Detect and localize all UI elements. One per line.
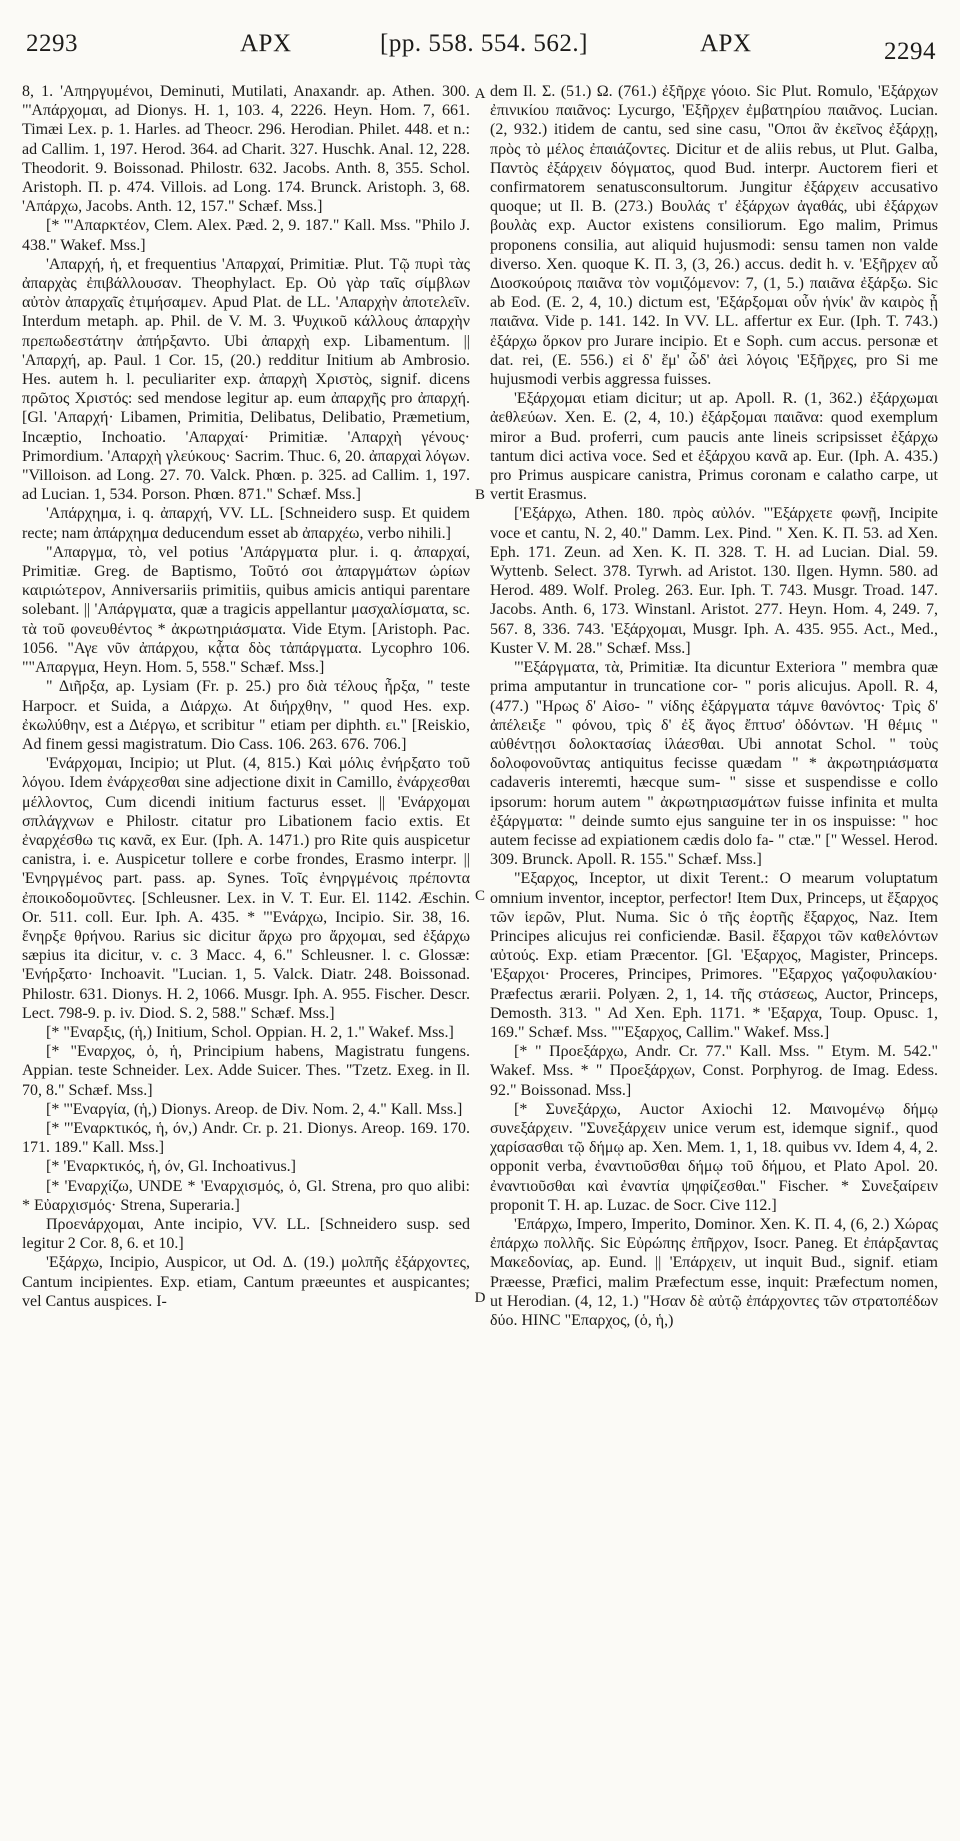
entry-enarktikos: [* "'Εναρκτικός, ἡ, όν,) Andr. Cr. p. 21. Dionys. Areop. 169. 170. 171. 189." Kall. Mss.]	[22, 1119, 470, 1157]
entry-eparcho: 'Επάρχω, Impero, Imperito, Dominor. Xen. K. Π. 4, (6, 2.) Χώρας ἐπάρχω πολλῆς. Sic Εὐρώπης ἐπῆρχον, Isocr. Paneg. Et ἐπάρξαντας Μακεδονίας, ap. Eund. || 'Επάρχειν, ut inquit Bud., signif. etiam Præesse, Præfici, malim Præfectum esse, inquit: Præfectum nomen, ut Herodian. (4, 12, 1.) "Ησαν δὲ αὐτῷ ἐπάρχοντες τῶν στρατοπέδων δύο. HINC "Επαρχος, (ὁ, ἡ,)	[490, 1215, 938, 1329]
left-column	[22, 82, 470, 1827]
entry-enargia: [* "'Εναργία, (ἡ,) Dionys. Areop. de Div. Nom. 2, 4." Kall. Mss.]	[46, 1100, 463, 1118]
headword-right: ΑΡΧ	[700, 30, 752, 57]
entry-exarcho-continued: dem Il. Σ. (51.) Ω. (761.) ἐξῆρχε γόοιο. Sic Plut. Romulo, 'Εξάρχων ἐπινικίου παιᾶνος: Lycurgo, 'Εξῆρχεν ἐμβατηρίου παιᾶνος. Lucian. (2, 932.) itidem de cantu, sed sine casu, "Οποι ἂν ἐκεῖνος ἐξάρχῃ, πρὸς τὸ μέλος ἐπαιάζοντες. Dicitur et de aliis rebus, ut Plut. Galba, Παντὸς ἐξάρχειν δόγματος, quod Bud. interpr. Auctorem fieri et confirmatorem senatusconsultorum. Jungitur ἐξάρχειν accusativo quoque; ut Il. B. (273.) Βουλάς τ' ἐξάρχων ἀγαθάς, ubi ἐξάρχων βουλὰς exp. Auctor existens consiliorum. Ego malim, Primus proponens consilia, aut aliquid hujusmodi: sensu tamen non valde diverso. Xen. quoque K. Π. 3, (3, 26.) accus. dedit h. v. 'Εξῆρχεν αὖ Διοσκούροις παιᾶνα τὸν νομιζόμενον: 7, (1, 5.) παιᾶνα ἐξάρξω. Sic ab Eod. (E. 2, 4, 10.) dictum est, 'Εξάρξομαι οὖν ἡνίκ' ἂν καιρὸς ᾖ παιᾶνα. Vide p. 141. 142. In VV. LL. affertur ex Eur. (Iph. T. 743.) ἐξάρχω ὅρκον pro Jurare incipio. Et e Soph. cum accus. personæ et dat. rei, (E. 556.) εἰ δ' ἔμ' ὧδ' ἀεὶ λόγοις 'Εξῆρχες, pro Si me hujusmodi verbis aggressa fuisses.	[490, 83, 938, 389]
right-column	[490, 82, 938, 1827]
entry-apargma: "Απαργμα, τὸ, vel potius 'Απάργματα plur. i. q. ἀπαρχαί, Primitiæ. Greg. de Baptismo, Τοῦτό σοι ἀπαργμάτων ὡρίων καιριώτερον, Anniversariis primitiis, quibus amicis antiqui parentare solebant. || 'Απάργματα, quæ a tragicis appellantur μασχαλίσματα, sc. τὰ τοῦ φονευθέντος * ἀκρωτηριάσματα. Vide Etym. [Aristoph. Pac. 1056. "Αγε νῦν ἀπάρχου, κᾆτα δὸς τἀπάργματα. Lycophro 106. ""Απαργμα, Heyn. Hom. 5, 558." Schæf. Mss.]	[22, 543, 470, 677]
entry-proexarcho: [* " Προεξάρχω, Andr. Cr. 77." Kall. Mss. " Etym. M. 542." Wakef. Mss. * " Προεξάρχων, Const. Porphyrog. de Imag. Edess. 92." Boissonad. Mss.]	[490, 1043, 938, 1099]
entry-exargmata: "'Εξάργματα, τὰ, Primitiæ. Ita dicuntur Exteriora " membra quæ prima amputantur in truncatione cor- " poris alicujus. Apoll. R. 4, (477.) "Ηρως δ' Αἰσο- " νίδης ἐξάργματα τάμνε θανόντος· Τρὶς δ' ἀπέλειξε " φόνου, τρὶς δ' ἐξ ἄγος ἔπτυσ' ὀδόντων. 'Η θέμις " αὐθέντῃσι δολοκτασίας ἱλάεσθαι. Ubi annotat Schol. " τοὺς δολοφονοῦντας antiquitus fecisse quædam " * ἀκρωτηριάσματα cadaveris interemti, hæcque sum- " sisse et suspendisse e collo ipsorum: horum autem " ἀκρωτηριασμάτων fuisse infinita et multa ἐξάργματα: " deinde sumto ejus sanguine ter in os inspuisse: " hoc autem fecisse ad expiationem cædis dolo fa- " ctæ." [" Wessel. Herod. 309. Brunck. Apoll. R. 155." Schæf. Mss.]	[490, 659, 938, 869]
entry-synexarcho: [* Συνεξάρχω, Auctor Axiochi 12. Μαινομένῳ δήμῳ συνεξάρχειν. "Συνεξάρχειν unice verum est, idemque signif., quod χαρίσασθαι τῷ δήμῳ ap. Xen. Mem. 1, 1, 18. quibus vv. Idem 4, 4, 2. opponit verba, ἐναντιοῦσθαι δήμῳ τοῦ δήμου, et Plato Apol. 20. ἐναντιοῦσθαι καὶ ἐναντία ψηφίζεσθαι." Fischer. * Συνεξαίρειν proponit T. H. ap. Luzac. de Socr. Cive 112.]	[490, 1100, 938, 1214]
margin-letter-d: D	[474, 1290, 486, 1306]
entry-enarchomai: 'Ενάρχομαι, Incipio; ut Plut. (4, 815.) Καὶ μόλις ἐνήρξατο τοῦ λόγου. Idem ἐνάρχεσθαι sine adjectione dixit in Camillo, ἐνάρχεσθαι μέλλοντος, Cum dicendi initium facturus esset. || 'Ενάρχομαι σπλάγχνων e Philostr. citatur pro Libationem facio extis. Et ἐναρχέσθω τις κανᾶ, ex Eur. (Iph. A. 1471.) pro Rite quis auspicetur canistra, i. e. Auspicetur tollere e corbe frondes, Erasmo interpr. || 'Ενηργμένος part. pass. ap. Synes. Τοῖς ἐνηργμένοις πρέποντα ἐποικοδομοῦντες. [Schleusner. Lex. in V. T. Eur. El. 1142. Æschin. Or. 511. coll. Eur. Iph. A. 435. * "'Ενάρχω, Incipio. Sir. 38, 16. ἔνηρξε θρήνου. Rarius sic dicitur ἄρχω pro ἄρχομαι, sed ἐξάρχω sæpius ita dicitur, v. c. 3 Macc. 4, 6." Schleusner. l. c. Glossæ: 'Ενήρξατο· Inchoavit. "Lucian. 1, 5. Valck. Diatr. 248. Boissonad. Philostr. 631. Dionys. H. 2, 1066. Musgr. Iph. A. 955. Fischer. Descr. Lect. 798-9. p. iv. Diod. S. 2, 588." Schæf. Mss.]	[22, 755, 470, 1022]
entry-proenarchomai: Προενάρχομαι, Ante incipio, VV. LL. [Schneidero susp. sed legitur 2 Cor. 8, 6. et 10.]	[22, 1215, 470, 1253]
page-header	[20, 30, 940, 74]
entry-aparkteon: [* "'Απαρκτέον, Clem. Alex. Pæd. 2, 9. 187." Kall. Mss. "Philo J. 438." Wakef. Mss.]	[22, 217, 470, 254]
entry-enarxis: [* "Εναρξις, (ἡ,) Initium, Schol. Oppian. H. 2, 1." Wakef. Mss.]	[46, 1023, 454, 1041]
entry-enarchizo: [* 'Εναρχίζω, UNDE * 'Εναρχισμός, ὁ, Gl. Strena, pro quo alibi: * Εὐαρχισμός· Strena, Superaria.]	[22, 1177, 470, 1214]
entry-enarchos: [* "Εναρχος, ὁ, ἡ, Principium habens, Magistratu fungens. Appian. teste Schneider. Lex. Adde Suicer. Thes. "Tzetz. Exeg. in Il. 70, 8." Schæf. Mss.]	[22, 1043, 470, 1099]
entry-exarcho-refs: ['Εξάρχω, Athen. 180. πρὸς αὐλόν. "'Εξάρχετε φωνῇ, Incipite voce et cantu, N. 2, 40." Damm. Lex. Pind. " Xen. K. Π. 53. ad Xen. Eph. 171. Zeun. ad Xen. K. Π. 328. T. H. ad Lucian. Dial. 59. Wyttenb. Select. 378. Tyrwh. ad Aristot. 130. Ilgen. Hymn. 580. ad Herod. 489. Wolf. Proleg. 263. Eur. Iph. T. 743. Musgr. Troad. 147. Jacobs. Anth. 6, 173. Winstanl. Aristot. 277. Heyn. Hom. 4, 249. 7, 567. 8, 336. 743. 'Εξάρχομαι, Musgr. Iph. A. 435. 955. Act., Med., Kuster V. M. 28." Schæf. Mss.]	[490, 505, 938, 657]
margin-letter-a: A	[474, 86, 486, 102]
page-number-left: 2293	[26, 30, 78, 57]
entry-exarcho: 'Εξάρχω, Incipio, Auspicor, ut Od. Δ. (19.) μολπῆς ἐξάρχοντες, Cantum incipientes. Exp. etiam, Cantum præeuntes et auspicantes; vel Cantus auspices. I-	[22, 1254, 470, 1310]
entry-exarchos: "Εξαρχος, Inceptor, ut dixit Terent.: O mearum voluptatum omnium inventor, inceptor, perfector! Item Dux, Princeps, ut ἔξαρχος τῶν ἱερῶν, Plut. Numa. Sic ὁ τῆς ἑορτῆς ἔξαρχος, Naz. Item Principes alicujus rei conficiendæ. Basil. ἔξαρχοι τῶν καθελόντων αὐτούς. Exp. etiam Præcentor. [Gl. 'Εξαρχος, Magister, Princeps. 'Εξαρχοι· Proceres, Principes, Primores. "Εξαρχος γαζοφυλακίου· Præfectus ærarii. Polyæn. 2, 1, 14. τῆς στάσεως, Auctor, Princeps, Demosth. 313. " Ad Xen. Eph. 1171. * 'Εξαρχα, Toup. Opusc. 1, 169." Schæf. Mss. ""Εξαρχος, Callim." Wakef. Mss.]	[490, 870, 938, 1041]
margin-letter-c: C	[474, 888, 485, 904]
entry-dierxa: " Διῆρξα, ap. Lysiam (Fr. p. 25.) pro διὰ τέλους ἦρξα, " teste Harpocr. et Suida, a Διάρχω. At διήρχθην, " quod Hes. exp. ἐκωλύθην, est a Διέργω, et scribitur " etiam per diphth. ει." [Reiskio, Ad finem gessi magistratum. Dio Cass. 106. 263. 676. 706.]	[22, 678, 470, 753]
entry-apergymenoi: 8, 1. 'Απηργυμένοι, Deminuti, Mutilati, Anaxandr. ap. Athen. 300. "'Απάρχομαι, ad Dionys. H. 1, 103. 4, 2226. Heyn. Hom. 7, 661. Timæi Lex. p. 1. Harles. ad Theocr. 296. Herodian. Philet. 448. et n.: ad Callim. 1, 197. Herod. 364. ad Charit. 327. Huschk. Anal. 12, 228. Theodorit. 9. Boissonad. Philostr. 632. Jacobs. Anth. 8, 355. Schol. Aristoph. Π. p. 474. Villois. ad Long. 174. Brunck. Aristoph. 3, 68. 'Απάρχω, Jacobs. Anth. 12, 157." Schæf. Mss.]	[22, 83, 470, 216]
entry-exarchomai: 'Εξάρχομαι etiam dicitur; ut ap. Apoll. R. (1, 362.) ἐξάρχωμαι ἀεθλεύων. Xen. E. (2, 4, 10.) ἐξάρξομαι παιᾶνα: quod exemplum miror a Bud. proferri, cum paucis ante lineis scripsisset ἐξάρχω tantum dici activa voce. Sed et ἐξάρχου κανᾶ ap. Eur. (Iph. A. 435.) pro Primus auspicare canistra, Primus coronam e calatho carpe, ut vertit Erasmus.	[490, 390, 938, 504]
margin-letter-b: B	[474, 487, 485, 503]
entry-enarktikos-gl: [* 'Εναρκτικός, ἡ, όν, Gl. Inchoativus.]	[46, 1158, 297, 1176]
page-references: [pp. 558. 554. 562.]	[380, 30, 588, 57]
headword-left: ΑΡΧ	[240, 30, 292, 57]
entry-aparche: 'Απαρχή, ἡ, et frequentius 'Απαρχαί, Primitiæ. Plut. Τῷ πυρὶ τὰς ἀπαρχὰς ἐπιβάλλουσαν. Theophylact. Ep. Οὐ γὰρ ταῖς σίμβλων αὐτὸν ἀπαρχαῖς ἐτιμήσαμεν. Apud Plat. de LL. 'Απαρχὴν ἀποτελεῖν. Interdum metaph. ap. Phil. de V. M. 3. Ψυχικοῦ κάλλους ἀπαρχὴν πρεπωδεστάτην ἀπήρξαντο. Ubi ἀπαρχὴ exp. Libamentum. || 'Απαρχή, ap. Paul. 1 Cor. 15, (20.) redditur Initium ab Ambrosio. Hes. autem h. l. peculiariter exp. ἀπαρχὴ Χριστὸς, signif. dicens πρῶτος Χριστός: sed mendose legitur ap. eum ἀπαρχῆς pro ἀπαρχή. [Gl. 'Απαρχή· Libamen, Primitia, Delibatus, Delibatio, Præmetium, Incæptio, Inchoatio. 'Απαρχαί· Primitiæ. 'Απαρχὴ γένους· Primordium. 'Απαρχὴ γλεύκους· Sacrim. Thuc. 6, 20. ἀπαρχαὶ λόγων. "Villoison. ad Long. 27. 70. Valck. Phœn. p. 325. ad Callim. 1, 197. ad Lucian. 1, 534. Porson. Phœn. 871." Schæf. Mss.]	[22, 255, 470, 504]
page-number-right: 2294	[884, 38, 936, 65]
entry-aparchema: 'Απάρχημα, i. q. ἀπαρχή, VV. LL. [Schneidero susp. Et quidem recte; nam ἀπάρχημα deducendum esset ab ἀπαρχέω, verbo nihili.]	[22, 505, 470, 542]
